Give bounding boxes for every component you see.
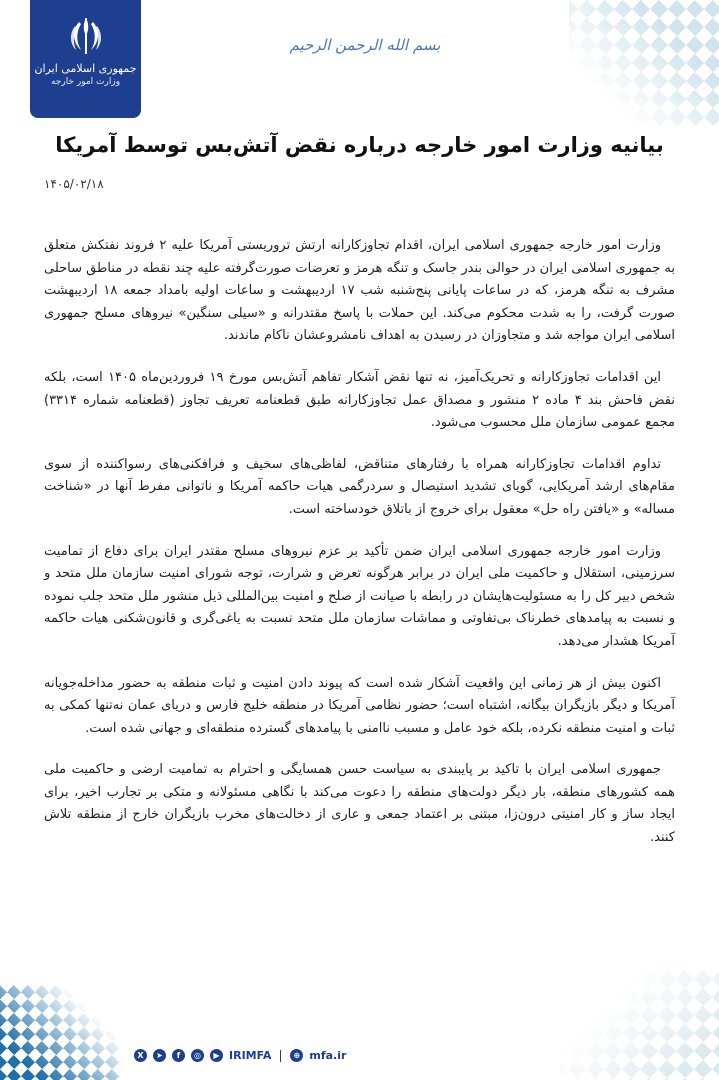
paragraph-5: اکنون بیش از هر زمانی این واقعیت آشکار شده است که پیوند دادن امنیت و ثبات منطقه به حضور مداخله‌جویانه آمریکا و دیگر بازیگران بیگانه، اشتباه است؛ حضور نظامی آمریکا در منطقه خلیج فارس و دریای عمان نه‌تنها کمکی به ثبات و امنیت منطقه نکرده، بلکه خود عامل و مسبب ناامنی با پیامدهای گسترده منطقه‌ای و جهانی شده است. <box>44 675 675 736</box>
footer-social <box>134 1049 346 1062</box>
paragraph-3: تداوم اقدامات تجاوزکارانه همراه با رفتارهای متناقض، لفاظی‌های سخیف و فرافکنی‌های رسواکننده از سوی مقام‌های ارشد آمریکایی، گویای تشدید استیصال و سردرگمی هیات حاکمه آمریکا و ناتوانی مفرط آنها در «شناخت مساله» و «یافتن راه حل» معقول برای خروج از باتلاق خودساخته است. <box>44 456 675 517</box>
instagram-icon[interactable]: ◎ <box>191 1049 204 1062</box>
decorative-tile-top-right <box>569 0 719 125</box>
statement-body <box>44 235 675 869</box>
paragraph-4: وزارت امور خارجه جمهوری اسلامی ایران ضمن تأکید بر عزم نیروهای مسلح مقتدر ایران برای دفاع از تمامیت سرزمینی، استقلال و حاکمیت ملی ایران در برابر هرگونه تعرض و شرارت، توجه شورای امنیت سازمان ملل متحد و شخص دبیر کل را به مسئولیت‌هایشان در رابطه با صیانت از صلح و امنیت بین‌المللی ذیل منشور ملل متحد جلب نموده و نسبت به پیامدهای خطرناک بی‌تفاوتی و مماشات سازمان ملل متحد نسبت به یاغی‌گری و قانون‌شکنی هیات حاکمه آمریکا هشدار می‌دهد. <box>44 543 675 649</box>
statement-date: ۱۴۰۵/۰۲/۱۸ <box>44 177 104 191</box>
iran-emblem-icon <box>66 14 106 58</box>
paragraph-6: جمهوری اسلامی ایران با تاکید بر پایبندی به سیاست حسن همسایگی و احترام به تمامیت ارضی و حاکمیت ملی همه کشورهای منطقه، بار دیگر دولت‌های منطقه را دعوت می‌کند با نگاهی مسئولانه و متکی بر تجارب اخیر، برای ایجاد ساز و کار امنیتی درون‌زا، مبتنی بر اعتماد جمعی و عاری از دخالت‌های مخرب بازیگران خارج از منطقه تلاش کنند. <box>44 762 675 846</box>
ministry-name: جمهوری اسلامی ایران <box>34 62 137 75</box>
ministry-logo-banner <box>30 0 141 118</box>
footer-divider <box>280 1050 281 1062</box>
facebook-icon[interactable]: f <box>172 1049 185 1062</box>
social-handle[interactable]: IRIMFA <box>229 1049 272 1062</box>
bismillah-calligraphy: بسم الله الرحمن الرحیم <box>289 36 441 54</box>
youtube-icon[interactable]: ▶ <box>210 1049 223 1062</box>
x-icon[interactable]: X <box>134 1049 147 1062</box>
statement-title: بیانیه وزارت امور خارجه درباره نقض آتش‌بس توسط آمریکا <box>55 133 664 157</box>
website-link[interactable]: mfa.ir <box>309 1049 347 1062</box>
paragraph-1: وزارت امور خارجه جمهوری اسلامی ایران، اقدام تجاوزکارانه ارتش تروریستی آمریکا علیه ۲ فروند نفتکش متعلق به جمهوری اسلامی ایران در حوالی بندر جاسک و تنگه هرمز و تعرضات صورت‌گرفته علیه چند نقطه در مناطق ساحلی مشرف به تنگه هرمز، که در ساعات پایانی پنج‌شنبه شب ۱۷ اردیبهشت و ساعات اولیه بامداد جمعه ۱۸ اردیبهشت صورت گرفت، را به شدت محکوم می‌کند. این حملات با پاسخ مقتدرانه و «سیلی سنگین» نیروهای مسلح جمهوری اسلامی ایران مواجه شد و متجاوزان در رسیدن به اهداف نامشروعشان ناکام ماندند. <box>44 238 675 344</box>
paragraph-2: این اقدامات تجاوزکارانه و تحریک‌آمیز، نه تنها نقض آشکار تفاهم آتش‌بس مورخ ۱۹ فروردین‌ماه ۱۴۰۵ است، بلکه نقض فاحش بند ۴ ماده ۲ منشور و مصداق عمل تجاوزکارانه طبق قطعنامه تعریف تجاوز (قطعنامه شماره ۳۳۱۴) مجمع عمومی سازمان ملل محسوب می‌شود. <box>44 369 675 431</box>
globe-icon: ⊕ <box>290 1049 303 1062</box>
ministry-subtitle: وزارت امور خارجه <box>50 77 121 87</box>
decorative-tile-bottom-right <box>559 970 719 1080</box>
decorative-tile-bottom-left <box>0 985 120 1080</box>
telegram-icon[interactable]: ➤ <box>153 1049 166 1062</box>
